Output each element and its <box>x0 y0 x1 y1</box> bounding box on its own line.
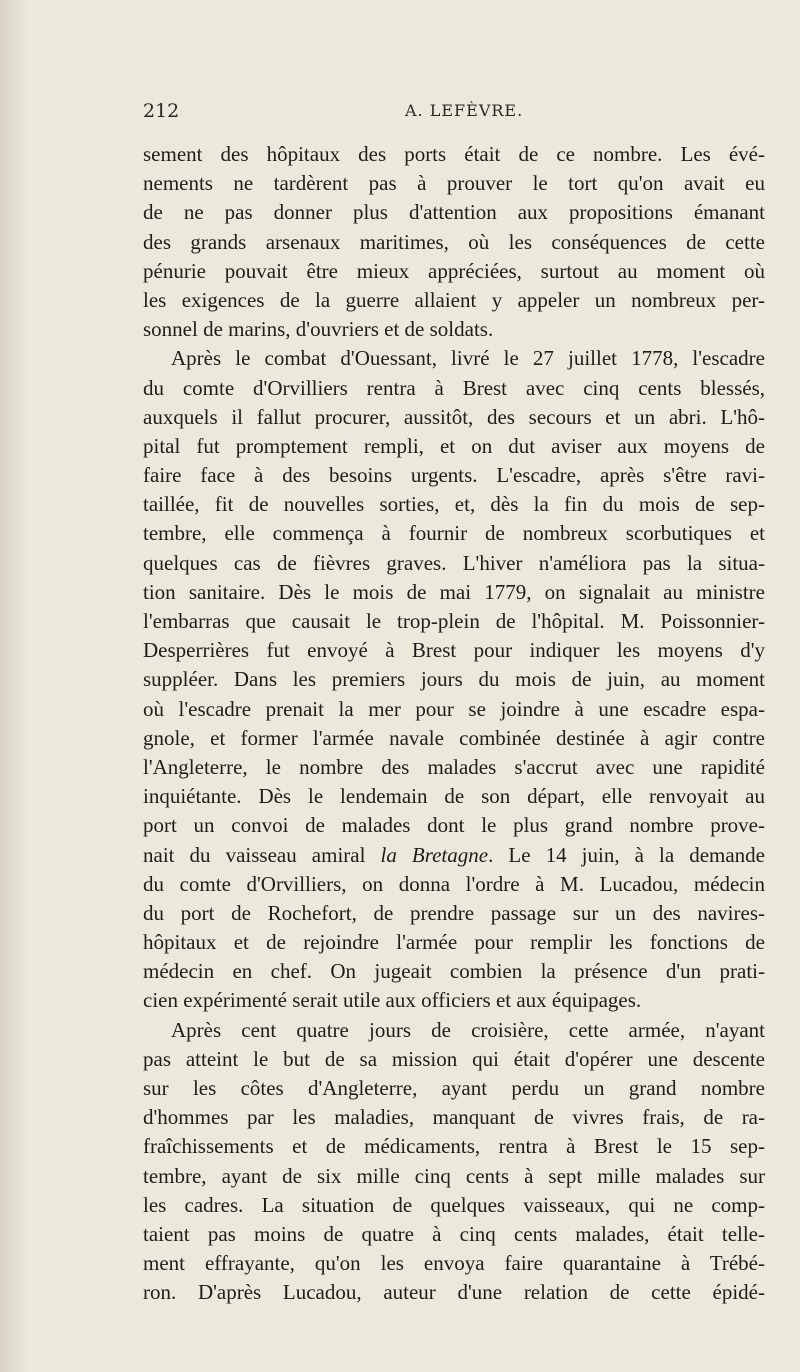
text-line: du port de Rochefort, de prendre passage sur un des navires- <box>143 900 765 925</box>
text-line: taient pas moins de quatre à cinq cents malades, était telle- <box>143 1221 765 1246</box>
text-line: pital fut promptement rempli, et on dut aviser aux moyens de <box>143 433 765 458</box>
text-line: tembre, elle commença à fournir de nombreux scorbutiques et <box>143 521 765 546</box>
text-line: hôpitaux et de rejoindre l'armée pour remplir les fonctions de <box>143 930 765 955</box>
text-line: d'hommes par les maladies, manquant de vivres frais, de ra- <box>143 1105 765 1130</box>
text-line: où l'escadre prenait la mer pour se joindre à une escadre espa- <box>143 696 765 721</box>
text-line: fraîchissements et de médicaments, rentra à Brest le 15 sep- <box>143 1134 765 1159</box>
text-line: gnole, et former l'armée navale combinée destinée à agir contre <box>143 725 765 750</box>
text-line: Après le combat d'Ouessant, livré le 27 juillet 1778, l'escadre <box>171 346 765 371</box>
text-line: suppléer. Dans les premiers jours du mois de juin, au moment <box>143 667 765 692</box>
text-line: pénurie pouvait être mieux appréciées, surtout au moment où <box>143 258 765 283</box>
text-line: les cadres. La situation de quelques vaisseaux, qui ne comp- <box>143 1192 765 1217</box>
page-number: 212 <box>143 100 180 122</box>
ship-name: la Bretagne <box>380 842 489 867</box>
text-line: les exigences de la guerre allaient y appeler un nombreux per- <box>143 287 765 312</box>
running-head: A. LEFÈVRE. <box>405 101 524 120</box>
text-line: l'Angleterre, le nombre des malades s'accrut avec une rapidité <box>143 754 765 779</box>
text-line: faire face à des besoins urgents. L'escadre, après s'être ravi- <box>143 463 765 488</box>
page-header <box>143 100 765 130</box>
text-segment: . Le 14 juin, à la demande <box>488 842 766 867</box>
text-line: l'embarras que causait le trop-plein de l'hôpital. M. Poissonnier- <box>143 609 765 633</box>
text-line: inquiétante. Dès le lendemain de son départ, elle renvoyait au <box>143 784 765 809</box>
text-segment: nait du vaisseau amiral <box>143 842 381 867</box>
text-line: pas atteint le but de sa mission qui était d'opérer une descente <box>143 1046 765 1071</box>
text-line: Desperrières fut envoyé à Brest pour indiquer les moyens d'y <box>143 638 765 663</box>
text-line: tembre, ayant de six mille cinq cents à sept mille malades sur <box>143 1163 765 1188</box>
page-edge-shadow <box>0 0 28 1372</box>
text-line: port un convoi de malades dont le plus grand nombre prove- <box>143 813 765 838</box>
text-line: sement des hôpitaux des ports était de ce nombre. Les évé- <box>143 142 765 166</box>
text-line: tion sanitaire. Dès le mois de mai 1779, on signalait au ministre <box>143 579 765 604</box>
text-line: médecin en chef. On jugeait combien la présence d'un prati- <box>143 959 765 984</box>
text-line: quelques cas de fièvres graves. L'hiver n'améliora pas la situa- <box>143 550 765 575</box>
text-line: cien expérimenté serait utile aux officiers et aux équipages. <box>143 988 642 1013</box>
text-line: ment effrayante, qu'on les envoya faire quarantaine à Trébé- <box>143 1251 765 1276</box>
text-line: sonnel de marins, d'ouvriers et de soldats. <box>143 317 494 342</box>
text-line: des grands arsenaux maritimes, où les conséquences de cette <box>143 229 765 254</box>
body-text <box>143 140 765 1308</box>
text-line <box>143 841 765 870</box>
text-line: auxquels il fallut procurer, aussitôt, des secours et un abri. L'hô- <box>143 404 765 429</box>
text-line: Après cent quatre jours de croisière, cette armée, n'ayant <box>171 1017 765 1042</box>
text-line: sur les côtes d'Angleterre, ayant perdu un grand nombre <box>143 1076 765 1100</box>
text-line: de ne pas donner plus d'attention aux propositions émanant <box>143 200 765 225</box>
text-line: du comte d'Orvilliers rentra à Brest avec cinq cents blessés, <box>143 375 765 400</box>
text-line: nements ne tardèrent pas à prouver le tort qu'on avait eu <box>143 171 765 196</box>
text-line: du comte d'Orvilliers, on donna l'ordre à M. Lucadou, médecin <box>143 871 765 896</box>
text-line: ron. D'après Lucadou, auteur d'une relation de cette épidé- <box>143 1280 765 1305</box>
text-line: taillée, fit de nouvelles sorties, et, dès la fin du mois de sep- <box>143 492 765 517</box>
